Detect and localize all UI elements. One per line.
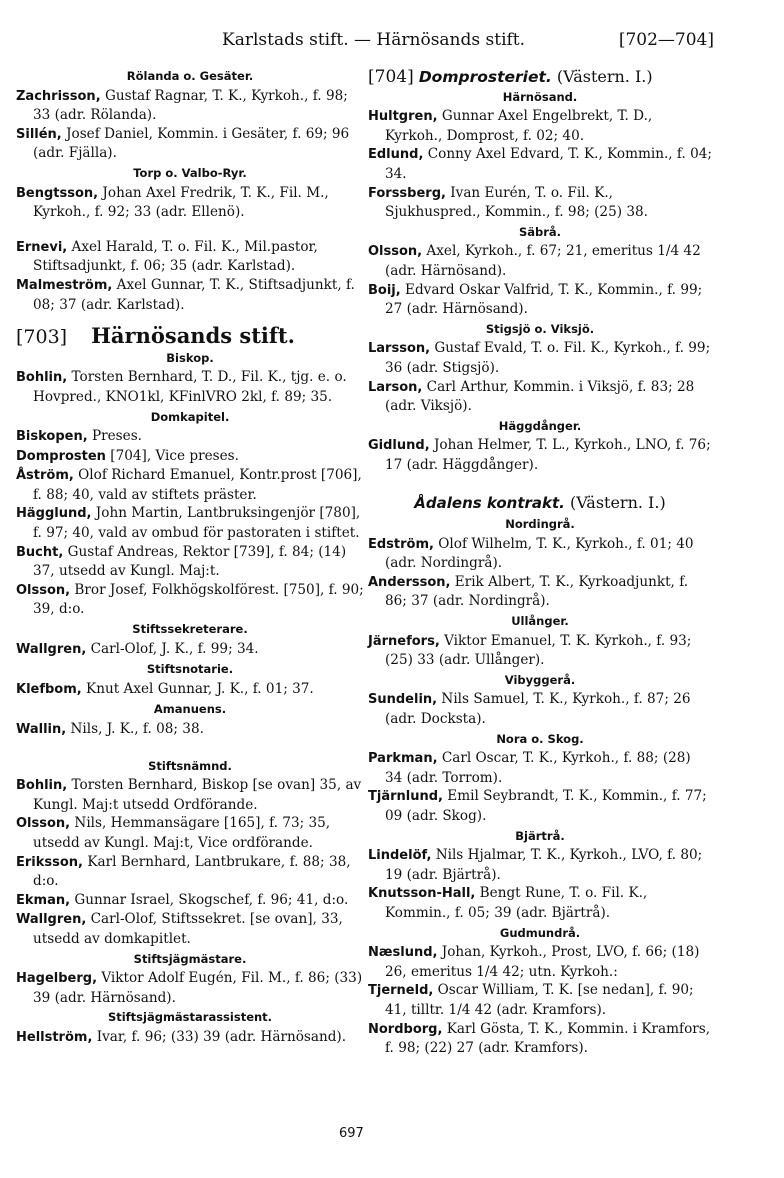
person-entry xyxy=(16,543,364,581)
person-surname: Bucht, xyxy=(16,544,64,560)
page-number: 697 xyxy=(339,1126,364,1141)
person-surname: Tjärnlund, xyxy=(368,789,443,805)
subsection-heading: Gudmundrå. xyxy=(499,925,581,940)
person-entry xyxy=(368,184,712,222)
person-details: Knut Axel Gunnar, J. K., f. 01; 37. xyxy=(81,680,314,697)
person-surname: Tjerneld, xyxy=(368,983,434,999)
person-details: Nils, Hemmansägare [165], f. 73; 35, utsedd av Kungl. Maj:t, Vice ordförande. xyxy=(33,815,331,851)
person-entry xyxy=(368,690,712,728)
person-details: Axel, Kyrkoh., f. 67; 21, emeritus 1/4 42 (adr. Härnösand). xyxy=(385,243,701,279)
person-details: [704], Vice preses. xyxy=(105,447,239,464)
person-surname: Wallgren, xyxy=(16,641,87,657)
section-title xyxy=(368,68,712,87)
person-entry xyxy=(16,87,364,125)
person-details: Olof Wilhelm, T. K., Kyrkoh., f. 01; 40 (adr. Nordingrå). xyxy=(385,535,694,572)
person-surname: Olsson, xyxy=(368,244,423,260)
person-entry xyxy=(368,846,712,884)
person-surname: Järnefors, xyxy=(368,633,440,649)
person-details: Carl Arthur, Kommin. i Viksjö, f. 83; 28 (adr. Viksjö). xyxy=(385,378,695,415)
person-details: John Martin, Lantbruksingenjör [780], f. 97; 40, vald av ombud för pastoraten i stiftet. xyxy=(33,505,361,542)
person-entry xyxy=(16,910,364,948)
subsection-heading: Vibyggerå. xyxy=(504,672,576,687)
person-entry xyxy=(368,339,712,377)
person-surname: Domprosten xyxy=(16,448,106,464)
section-title xyxy=(16,323,364,349)
person-entry xyxy=(16,427,364,447)
subsection-heading: Biskop. xyxy=(166,350,214,365)
person-entry xyxy=(368,145,712,183)
subsection-heading: Bjärtrå. xyxy=(515,828,565,843)
person-details: Viktor Adolf Eugén, Fil. M., f. 86; (33) 39 (adr. Härnösand). xyxy=(33,970,363,1006)
person-surname: Hellström, xyxy=(16,1029,93,1045)
person-surname: Biskopen, xyxy=(16,429,88,445)
person-details: Emil Seybrandt, T. K., Kommin., f. 77; 09 (adr. Skog). xyxy=(385,788,707,824)
person-details: Nils, J. K., f. 08; 38. xyxy=(66,721,204,737)
person-entry xyxy=(368,981,712,1019)
subsection-heading: Stiftsnotarie. xyxy=(146,662,234,677)
person-details: Karl Bernhard, Lantbrukare, f. 88; 38, d:o. xyxy=(33,853,351,890)
subsection-heading: Rölanda o. Gesäter. xyxy=(126,69,254,83)
person-entry xyxy=(16,720,364,740)
subsection-heading: Stiftsjägmästarassistent. xyxy=(107,1010,273,1025)
person-entry xyxy=(368,535,712,573)
subsection-heading: Torp o. Valbo-Ryr. xyxy=(133,165,247,180)
section-name: Domprosteriet. xyxy=(418,68,552,86)
kontrakt-region: (Västern. I.) xyxy=(564,493,666,513)
person-details: Johan Helmer, T. L., Kyrkoh., LNO, f. 76; 17 (adr. Häggdånger). xyxy=(385,437,711,473)
person-surname: Lindelöf, xyxy=(368,848,432,864)
person-details: Nils Samuel, T. K., Kyrkoh., f. 87; 26 (adr. Docksta). xyxy=(385,691,691,727)
person-entry xyxy=(368,884,712,922)
person-surname: Parkman, xyxy=(368,751,438,767)
person-surname: Zachrisson, xyxy=(16,88,101,104)
person-entry xyxy=(368,242,712,280)
person-entry xyxy=(16,368,364,406)
person-surname: Ernevi, xyxy=(16,239,68,255)
person-details: Oscar William, T. K. [se nedan], f. 90; 41, tilltr. 1/4 42 (adr. Kramfors). xyxy=(385,982,694,1018)
person-details: Josef Daniel, Kommin. i Gesäter, f. 69; 96 (adr. Fjälla). xyxy=(33,125,350,162)
subsection-heading: Nora o. Skog. xyxy=(496,731,584,746)
person-surname: Edlund, xyxy=(368,147,424,163)
person-surname: Hagelberg, xyxy=(16,971,98,987)
person-entry xyxy=(368,632,712,670)
person-entry xyxy=(16,640,364,660)
person-surname: Olsson, xyxy=(16,582,71,598)
subsection-heading: Domkapitel. xyxy=(150,409,230,424)
person-entry xyxy=(16,853,364,891)
person-entry xyxy=(368,749,712,787)
person-entry xyxy=(16,447,364,467)
section-range: [702—704] xyxy=(618,30,714,50)
section-number: [703] xyxy=(16,326,68,349)
person-entry xyxy=(368,573,712,611)
person-surname: Larson, xyxy=(368,379,423,395)
person-surname: Nordborg, xyxy=(368,1021,443,1037)
subsection-heading: Nordingrå. xyxy=(505,517,575,532)
person-details: Edvard Oskar Valfrid, T. K., Kommin., f. 99; 27 (adr. Härnösand). xyxy=(385,281,703,318)
person-surname: Hägglund, xyxy=(16,506,92,522)
person-surname: Knutsson-Hall, xyxy=(368,886,476,902)
person-details: Bror Josef, Folkhögskolförest. [750], f. 90; 39, d:o. xyxy=(33,581,364,618)
kontrakt-title xyxy=(368,494,712,513)
person-details: Bengt Rune, T. o. Fil. K., Kommin., f. 05; 39 (adr. Bjärtrå). xyxy=(385,885,648,921)
person-surname: Andersson, xyxy=(368,574,451,590)
person-details: Ivan Eurén, T. o. Fil. K., Sjukhuspred., Kommin., f. 98; (25) 38. xyxy=(385,184,648,221)
left-column xyxy=(16,66,364,1048)
person-surname: Hultgren, xyxy=(368,109,438,125)
person-details: Viktor Emanuel, T. K. Kyrkoh., f. 93; (25) 33 (adr. Ullånger). xyxy=(385,632,692,669)
section-name: Härnösands stift. xyxy=(91,323,295,349)
person-entry xyxy=(16,776,364,814)
subsection-heading: Härnösand. xyxy=(502,89,578,104)
subsection-heading: Amanuens. xyxy=(153,702,227,717)
person-entry xyxy=(16,581,364,619)
running-title: Karlstads stift. — Härnösands stift. xyxy=(222,30,526,50)
person-details: Torsten Bernhard, T. D., Fil. K., tjg. e. o. Hovpred., KNO1kl, KFinlVRO 2kl, f. 89; 35. xyxy=(33,369,347,405)
person-entry xyxy=(368,436,712,474)
person-entry xyxy=(16,466,364,504)
subsection-heading: Stiftsnämnd. xyxy=(148,758,232,773)
person-surname: Sillén, xyxy=(16,126,62,142)
person-entry xyxy=(16,891,364,911)
page-header xyxy=(14,30,714,58)
section-number: [704] xyxy=(368,67,414,87)
person-details: Johan Axel Fredrik, T. K., Fil. M., Kyrkoh., f. 92; 33 (adr. Ellenö). xyxy=(33,184,329,221)
person-entry xyxy=(368,1020,712,1058)
person-entry xyxy=(368,107,712,145)
person-details: Carl Oscar, T. K., Kyrkoh., f. 88; (28) 34 (adr. Torrom). xyxy=(385,750,691,786)
person-entry xyxy=(368,787,712,825)
person-surname: Sundelin, xyxy=(368,692,438,708)
person-entry xyxy=(368,281,712,319)
person-surname: Klefbom, xyxy=(16,681,82,697)
person-surname: Malmeström, xyxy=(16,277,113,293)
person-details: Gunnar Axel Engelbrekt, T. D., Kyrkoh., Domprost, f. 02; 40. xyxy=(385,108,653,144)
person-entry xyxy=(16,969,364,1007)
person-surname: Eriksson, xyxy=(16,854,83,870)
person-entry xyxy=(16,238,364,276)
person-surname: Gidlund, xyxy=(368,438,430,454)
person-details: Axel Harald, T. o. Fil. K., Mil.pastor, Stiftsadjunkt, f. 06; 35 (adr. Karlstad). xyxy=(33,238,318,275)
person-details: Torsten Bernhard, Biskop [se ovan] 35, av Kungl. Maj:t utsedd Ordförande. xyxy=(33,777,362,813)
person-surname: Olsson, xyxy=(16,816,71,832)
person-details: Gustaf Ragnar, T. K., Kyrkoh., f. 98; 33 (adr. Rölanda). xyxy=(33,87,348,124)
subsection-heading: Häggdånger. xyxy=(498,418,582,433)
person-surname: Wallin, xyxy=(16,722,67,737)
person-surname: Bohlin, xyxy=(16,778,68,794)
person-entry xyxy=(16,184,364,222)
section-region: (Västern. I.) xyxy=(551,67,653,86)
spacer xyxy=(368,474,712,490)
person-details: Carl-Olof, Stiftssekret. [se ovan], 33, utsedd av domkapitlet. xyxy=(33,911,343,947)
person-entry xyxy=(16,276,364,314)
spacer xyxy=(16,740,364,756)
person-entry xyxy=(16,1028,364,1048)
spacer xyxy=(16,222,364,238)
person-details: Johan, Kyrkoh., Prost, LVO, f. 66; (18) 26, emeritus 1/4 42; utn. Kyrkoh.: xyxy=(385,944,700,980)
person-surname: Næslund, xyxy=(368,945,438,961)
person-details: Nils Hjalmar, T. K., Kyrkoh., LVO, f. 80; 19 (adr. Bjärtrå). xyxy=(385,847,703,883)
subsection-heading: Stiftsjägmästare. xyxy=(133,951,247,966)
person-surname: Wallgren, xyxy=(16,912,87,928)
person-details: Olof Richard Emanuel, Kontr.prost [706], f. 88; 40, vald av stiftets präster. xyxy=(33,467,362,503)
person-surname: Edström, xyxy=(368,536,434,552)
subsection-heading: Stigsjö o. Viksjö. xyxy=(485,321,595,336)
person-surname: Åström, xyxy=(16,468,74,484)
person-surname: Larsson, xyxy=(368,341,431,357)
person-entry xyxy=(368,378,712,416)
person-details: Axel Gunnar, T. K., Stiftsadjunkt, f. 08; 37 (adr. Karlstad). xyxy=(33,276,355,313)
right-column xyxy=(368,66,712,1058)
person-details: Gustaf Evald, T. o. Fil. K., Kyrkoh., f. 99; 36 (adr. Stigsjö). xyxy=(385,340,711,376)
kontrakt-name: Ådalens kontrakt. xyxy=(414,494,565,513)
person-entry xyxy=(16,814,364,852)
person-surname: Forssberg, xyxy=(368,185,446,201)
person-details: Gustaf Andreas, Rektor [739], f. 84; (14) 37, utsedd av Kungl. Maj:t. xyxy=(33,543,347,580)
person-entry xyxy=(16,680,364,700)
person-details: Gunnar Israel, Skogschef, f. 96; 41, d:o. xyxy=(70,891,349,908)
person-entry xyxy=(16,504,364,542)
person-details: Conny Axel Edvard, T. K., Kommin., f. 04; 34. xyxy=(385,146,712,182)
person-entry xyxy=(16,125,364,163)
person-details: Karl Gösta, T. K., Kommin. i Kramfors, f. 98; (22) 27 (adr. Kramfors). xyxy=(385,1020,711,1057)
person-details: Preses. xyxy=(87,428,142,445)
person-details: Ivar, f. 96; (33) 39 (adr. Härnösand). xyxy=(92,1028,347,1045)
subsection-heading: Stiftssekreterare. xyxy=(132,622,248,637)
person-details: Erik Albert, T. K., Kyrkoadjunkt, f. 86; 37 (adr. Nordingrå). xyxy=(385,573,689,610)
person-details: Carl-Olof, J. K., f. 99; 34. xyxy=(86,640,259,657)
subsection-heading: Säbrå. xyxy=(518,224,562,239)
person-surname: Boij, xyxy=(368,282,401,298)
person-surname: Bengtsson, xyxy=(16,185,99,201)
person-surname: Ekman, xyxy=(16,892,71,908)
subsection-heading: Ullånger. xyxy=(511,614,569,629)
spacer xyxy=(16,314,364,323)
person-entry xyxy=(368,943,712,981)
person-surname: Bohlin, xyxy=(16,370,68,386)
